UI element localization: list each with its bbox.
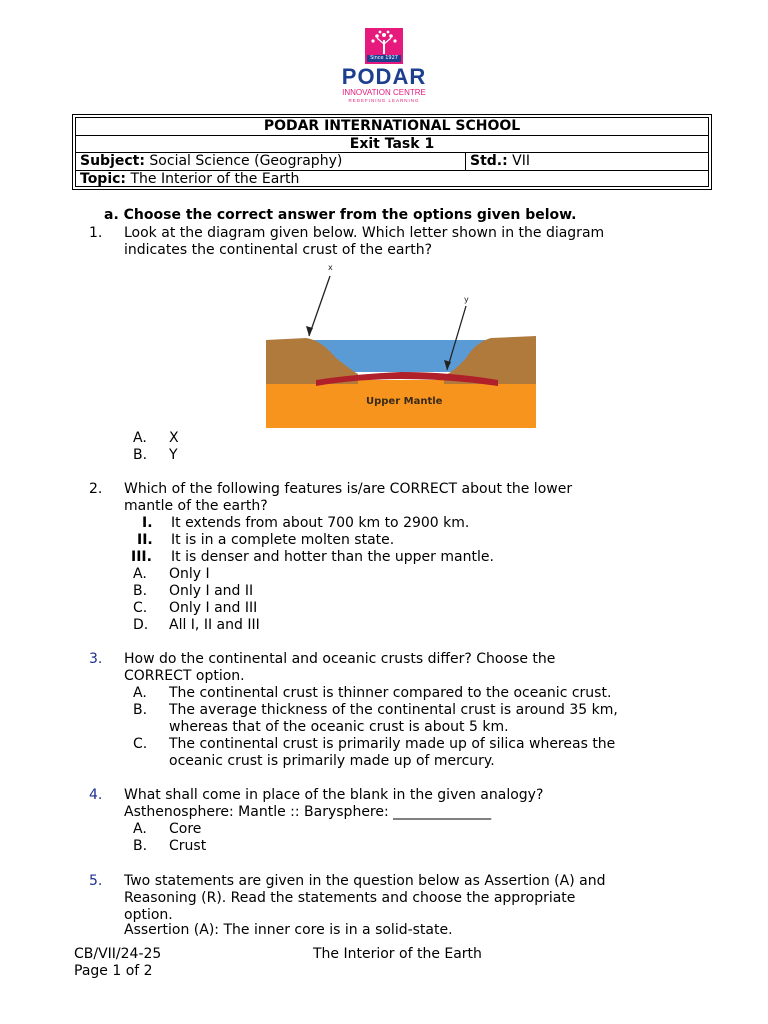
q2-statement-3-text: It is denser and hotter than the upper mantle. xyxy=(171,549,494,565)
q2-statement-3-roman: III. xyxy=(131,549,152,565)
std-value: VII xyxy=(512,153,531,169)
topic-row xyxy=(76,171,708,189)
q1-option-b-letter: B. xyxy=(133,447,148,463)
school-name: PODAR INTERNATIONAL SCHOOL xyxy=(76,118,708,136)
q3-option-c-text: The continental crust is primarily made up of silica whereas the xyxy=(169,736,616,752)
q2-option-c-letter: C. xyxy=(133,600,148,616)
q2-option-d-text: All I, II and III xyxy=(169,617,260,633)
q4-text-line1: What shall come in place of the blank in the given analogy? xyxy=(124,787,544,803)
q5-text-line3: option. xyxy=(124,907,173,923)
std-label: Std.: xyxy=(470,153,508,169)
q3-text-line2: CORRECT option. xyxy=(124,668,245,684)
subject-label: Subject: xyxy=(80,153,145,169)
tree-icon xyxy=(365,28,403,64)
task-title: Exit Task 1 xyxy=(76,136,708,154)
q3-text-line1: How do the continental and oceanic crusts differ? Choose the xyxy=(124,651,556,667)
diagram-label-y: y xyxy=(464,295,469,304)
q5-number: 5. xyxy=(89,873,103,889)
q5-text-line1: Two statements are given in the question below as Assertion (A) and xyxy=(124,873,606,889)
q4-number: 4. xyxy=(89,787,103,803)
q2-option-b-letter: B. xyxy=(133,583,148,599)
logo-tagline: REDEFINING LEARNING xyxy=(348,98,420,103)
q3-option-c-text2: oceanic crust is primarily made up of mercury. xyxy=(169,753,495,769)
q2-option-a-letter: A. xyxy=(133,566,147,582)
q2-statement-1-text: It extends from about 700 km to 2900 km. xyxy=(171,515,470,531)
footer-code: CB/VII/24-25 xyxy=(74,946,162,962)
diagram-caption: Upper Mantle xyxy=(366,396,443,407)
q5-text-line2: Reasoning (R). Read the statements and choose the appropriate xyxy=(124,890,576,906)
subject-value: Social Science (Geography) xyxy=(149,153,343,169)
school-logo xyxy=(336,28,432,108)
logo-name: PODAR xyxy=(341,64,427,89)
q3-number: 3. xyxy=(89,651,103,667)
header-table xyxy=(72,114,712,190)
q2-statement-2-roman: II. xyxy=(137,532,153,548)
logo-subtitle: INNOVATION CENTRE xyxy=(342,88,426,97)
earth-crust-diagram xyxy=(266,262,536,428)
section-title: a. Choose the correct answer from the options given below. xyxy=(104,207,577,223)
q4-option-a-letter: A. xyxy=(133,821,147,837)
footer-title: The Interior of the Earth xyxy=(313,946,482,962)
q2-statement-2-text: It is in a complete molten state. xyxy=(171,532,395,548)
topic-label: Topic: xyxy=(80,170,127,187)
q2-text-line1: Which of the following features is/are CORRECT about the lower xyxy=(124,481,573,497)
q3-option-c-letter: C. xyxy=(133,736,148,752)
q4-text-line2: Asthenosphere: Mantle :: Barysphere: ______________ xyxy=(124,804,492,820)
q1-option-a-text: X xyxy=(169,430,179,446)
q3-option-b-text: The average thickness of the continental crust is around 35 km, xyxy=(169,702,618,718)
logo-since: Since 1927 xyxy=(367,55,401,62)
q1-text-line1: Look at the diagram given below. Which letter shown in the diagram xyxy=(124,225,605,241)
q2-number: 2. xyxy=(89,481,103,497)
q5-text-line4: Assertion (A): The inner core is in a solid-state. xyxy=(124,922,453,938)
q2-option-c-text: Only I and III xyxy=(169,600,258,616)
q3-option-a-text: The continental crust is thinner compared to the oceanic crust. xyxy=(169,685,612,701)
q1-option-b-text: Y xyxy=(169,447,178,463)
diagram-label-x: x xyxy=(328,263,333,272)
q1-text-line2: indicates the continental crust of the earth? xyxy=(124,242,433,258)
footer-page: Page 1 of 2 xyxy=(74,963,153,979)
q2-option-d-letter: D. xyxy=(133,617,149,633)
q3-option-b-text2: whereas that of the oceanic crust is about 5 km. xyxy=(169,719,509,735)
q1-number: 1. xyxy=(89,225,103,241)
q4-option-b-letter: B. xyxy=(133,838,148,854)
q3-option-b-letter: B. xyxy=(133,702,148,718)
q3-option-a-letter: A. xyxy=(133,685,147,701)
q2-text-line2: mantle of the earth? xyxy=(124,498,268,514)
q2-statement-1-roman: I. xyxy=(142,515,153,531)
q4-option-a-text: Core xyxy=(169,821,202,837)
subject-row xyxy=(76,153,708,171)
q1-option-a-letter: A. xyxy=(133,430,147,446)
q4-option-b-text: Crust xyxy=(169,838,207,854)
topic-value: The Interior of the Earth xyxy=(130,170,300,187)
q2-option-b-text: Only I and II xyxy=(169,583,254,599)
q2-option-a-text: Only I xyxy=(169,566,210,582)
